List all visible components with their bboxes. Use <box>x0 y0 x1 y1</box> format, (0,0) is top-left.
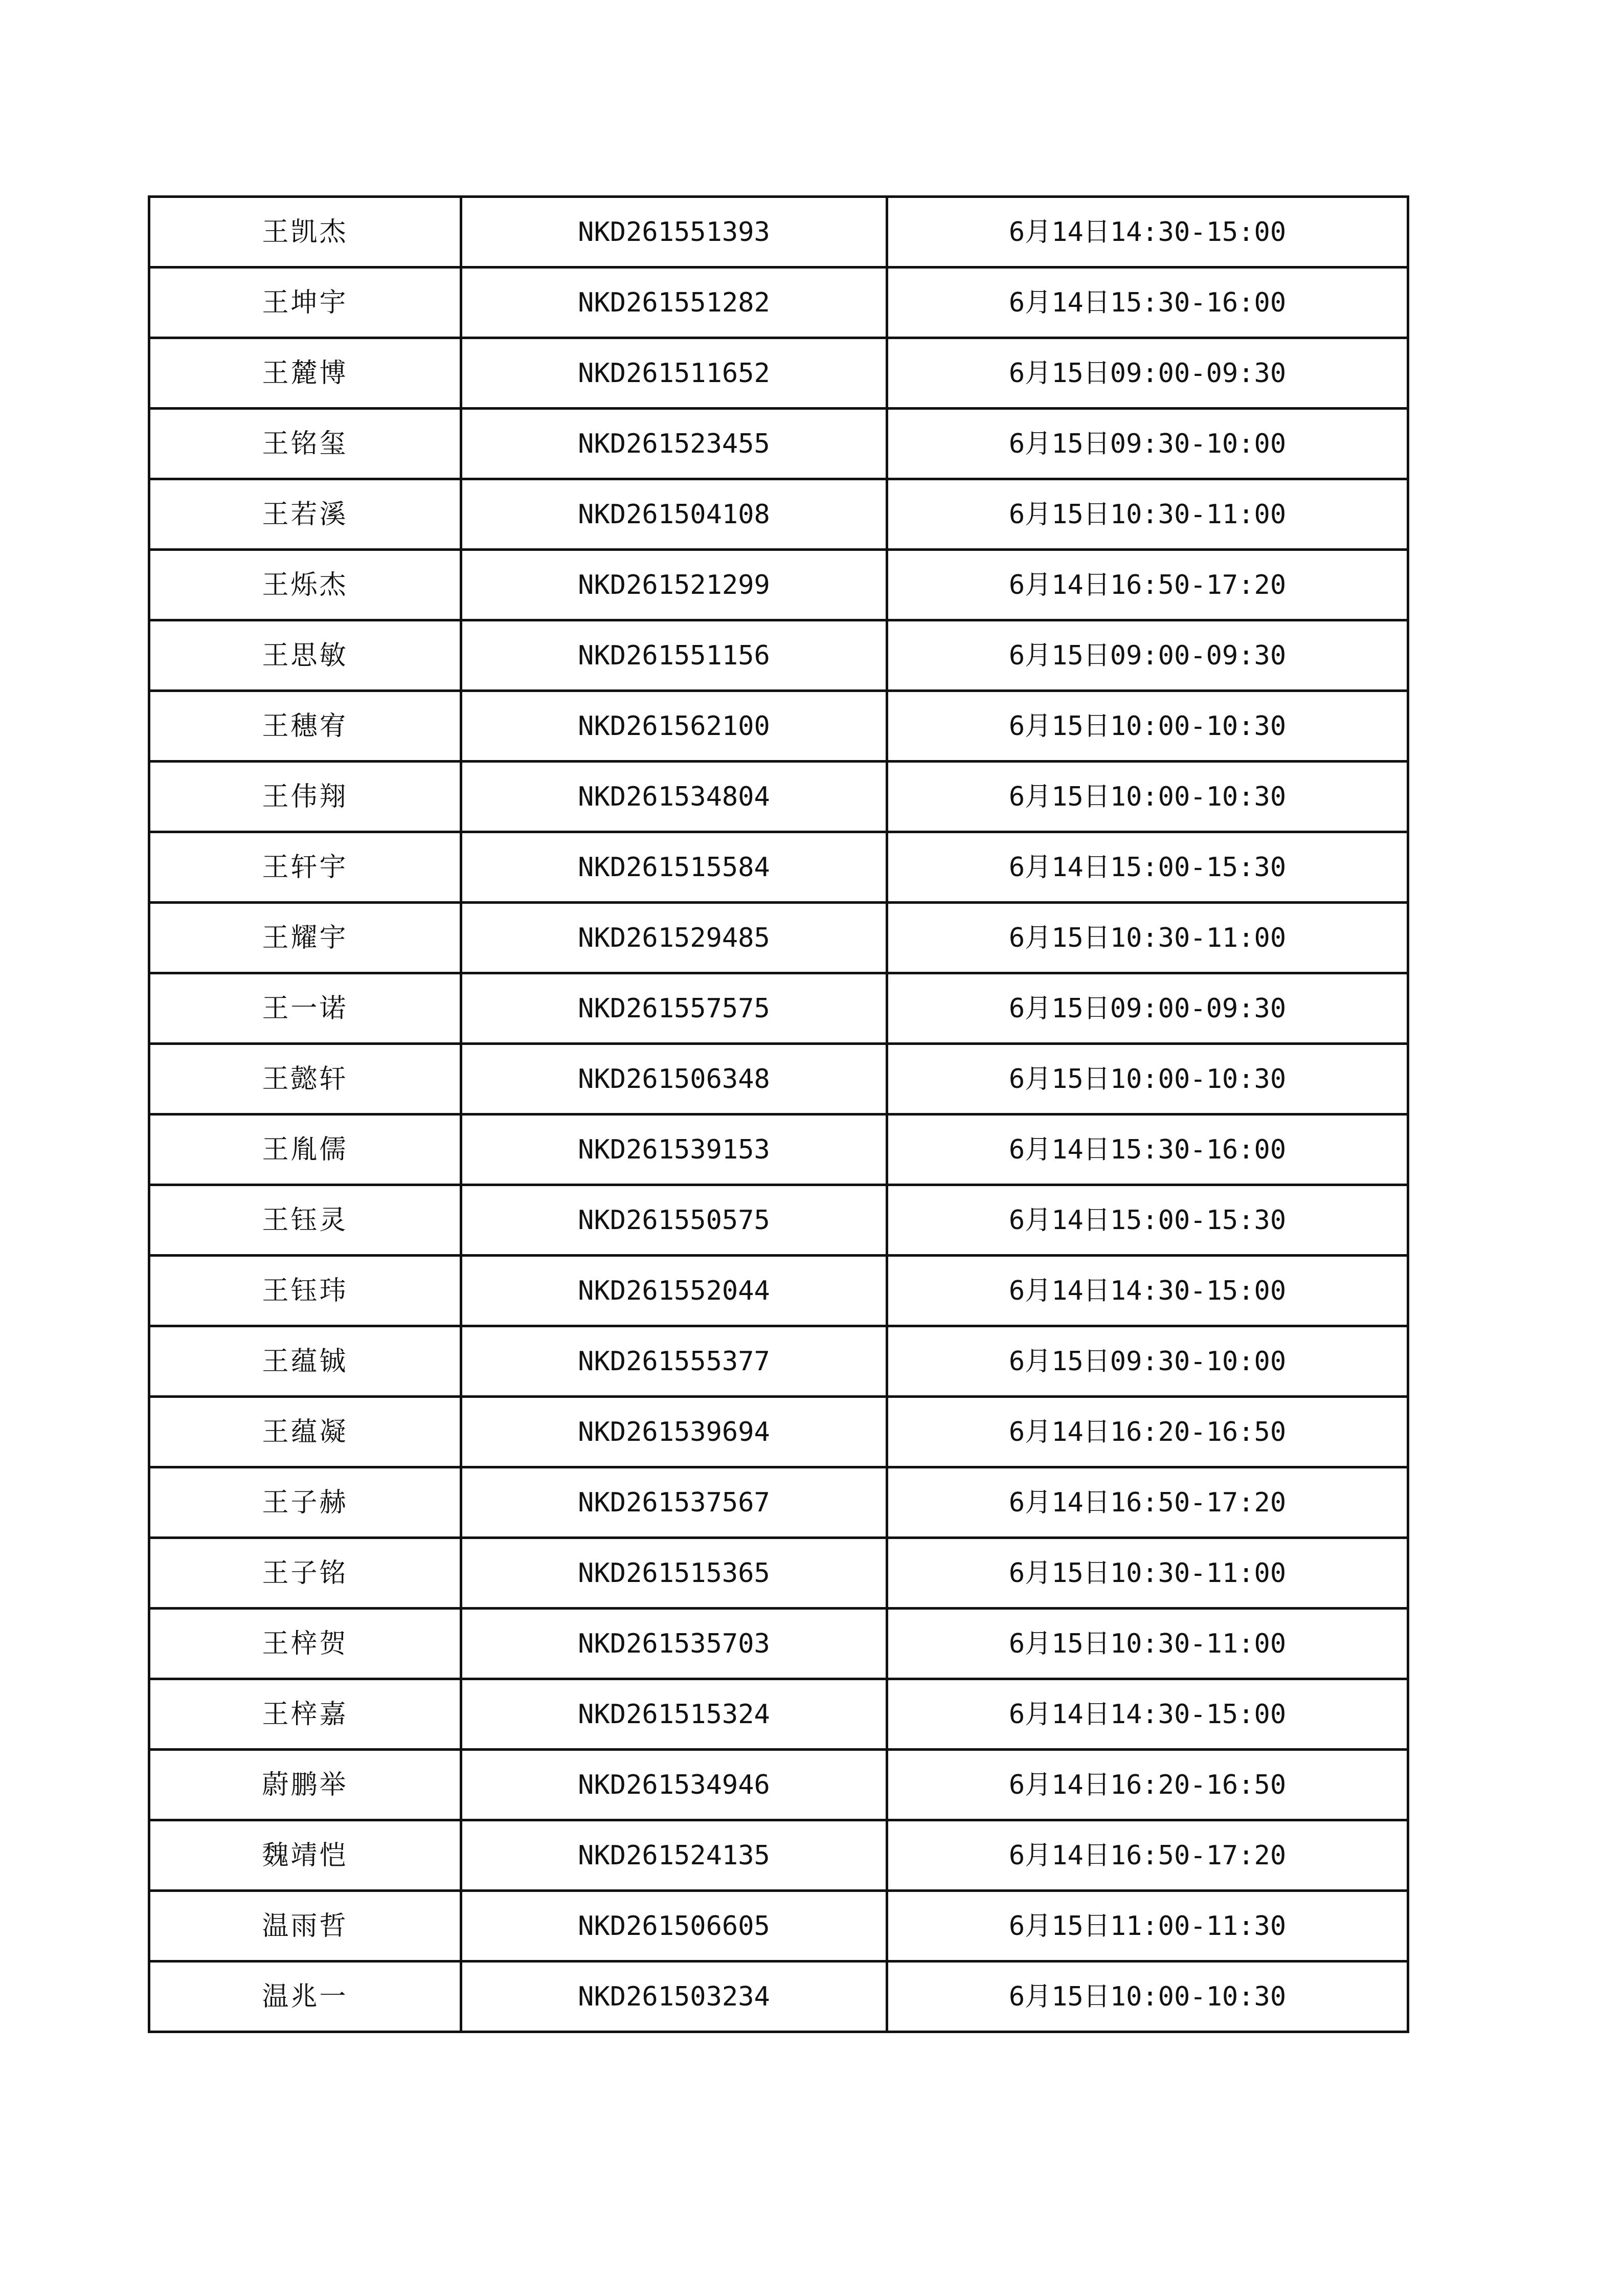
table-row <box>149 1326 1408 1397</box>
registration-id-cell: NKD261551282 <box>461 268 887 338</box>
table-row <box>149 691 1408 762</box>
table-row <box>149 1891 1408 1961</box>
registration-id-cell: NKD261551156 <box>461 620 887 691</box>
registration-id-cell: NKD261550575 <box>461 1185 887 1256</box>
time-slot-cell: 6月14日16:50-17:20 <box>887 550 1408 620</box>
table-row <box>149 903 1408 973</box>
table-row <box>149 620 1408 691</box>
student-name-cell: 王钰灵 <box>149 1185 461 1256</box>
registration-id-cell: NKD261523455 <box>461 409 887 479</box>
student-name-cell: 王梓贺 <box>149 1609 461 1679</box>
table-row <box>149 1679 1408 1750</box>
student-name-cell: 王懿轩 <box>149 1044 461 1114</box>
registration-id-cell: NKD261539153 <box>461 1114 887 1185</box>
registration-id-cell: NKD261515584 <box>461 832 887 903</box>
time-slot-cell: 6月15日09:00-09:30 <box>887 973 1408 1044</box>
student-name-cell: 王钰玮 <box>149 1256 461 1326</box>
student-name-cell: 王胤儒 <box>149 1114 461 1185</box>
time-slot-cell: 6月15日10:30-11:00 <box>887 1609 1408 1679</box>
time-slot-cell: 6月15日10:00-10:30 <box>887 1961 1408 2032</box>
table-row <box>149 1961 1408 2032</box>
student-name-cell: 王子铭 <box>149 1538 461 1609</box>
student-name-cell: 王思敏 <box>149 620 461 691</box>
time-slot-cell: 6月14日16:20-16:50 <box>887 1750 1408 1820</box>
time-slot-cell: 6月15日10:00-10:30 <box>887 691 1408 762</box>
time-slot-cell: 6月14日15:30-16:00 <box>887 1114 1408 1185</box>
time-slot-cell: 6月15日09:30-10:00 <box>887 1326 1408 1397</box>
time-slot-cell: 6月14日14:30-15:00 <box>887 197 1408 268</box>
registration-id-cell: NKD261537567 <box>461 1467 887 1538</box>
table-row <box>149 1538 1408 1609</box>
student-name-cell: 王坤宇 <box>149 268 461 338</box>
registration-id-cell: NKD261555377 <box>461 1326 887 1397</box>
table-row <box>149 197 1408 268</box>
time-slot-cell: 6月15日11:00-11:30 <box>887 1891 1408 1961</box>
registration-id-cell: NKD261503234 <box>461 1961 887 2032</box>
time-slot-cell: 6月15日10:00-10:30 <box>887 762 1408 832</box>
table-row <box>149 1397 1408 1467</box>
registration-id-cell: NKD261557575 <box>461 973 887 1044</box>
table-row <box>149 832 1408 903</box>
student-name-cell: 王子赫 <box>149 1467 461 1538</box>
registration-id-cell: NKD261534946 <box>461 1750 887 1820</box>
student-name-cell: 王耀宇 <box>149 903 461 973</box>
student-name-cell: 王烁杰 <box>149 550 461 620</box>
student-name-cell: 王凯杰 <box>149 197 461 268</box>
registration-id-cell: NKD261521299 <box>461 550 887 620</box>
time-slot-cell: 6月15日10:30-11:00 <box>887 1538 1408 1609</box>
time-slot-cell: 6月14日16:50-17:20 <box>887 1467 1408 1538</box>
student-name-cell: 王一诺 <box>149 973 461 1044</box>
registration-id-cell: NKD261535703 <box>461 1609 887 1679</box>
table-row <box>149 1044 1408 1114</box>
time-slot-cell: 6月14日15:30-16:00 <box>887 268 1408 338</box>
time-slot-cell: 6月14日14:30-15:00 <box>887 1679 1408 1750</box>
student-name-cell: 王蕴铖 <box>149 1326 461 1397</box>
student-name-cell: 王若溪 <box>149 479 461 550</box>
registration-id-cell: NKD261562100 <box>461 691 887 762</box>
time-slot-cell: 6月15日09:00-09:30 <box>887 338 1408 409</box>
table-row <box>149 1114 1408 1185</box>
table-row <box>149 1185 1408 1256</box>
time-slot-cell: 6月15日09:30-10:00 <box>887 409 1408 479</box>
time-slot-cell: 6月14日15:00-15:30 <box>887 832 1408 903</box>
time-slot-cell: 6月14日16:20-16:50 <box>887 1397 1408 1467</box>
table-row <box>149 479 1408 550</box>
time-slot-cell: 6月15日10:30-11:00 <box>887 903 1408 973</box>
student-name-cell: 王穗宥 <box>149 691 461 762</box>
table-row <box>149 1750 1408 1820</box>
registration-id-cell: NKD261515324 <box>461 1679 887 1750</box>
table-row <box>149 1609 1408 1679</box>
student-name-cell: 王麓博 <box>149 338 461 409</box>
student-name-cell: 王轩宇 <box>149 832 461 903</box>
student-name-cell: 温雨哲 <box>149 1891 461 1961</box>
time-slot-cell: 6月15日10:30-11:00 <box>887 479 1408 550</box>
schedule-table <box>148 195 1409 2033</box>
table-row <box>149 409 1408 479</box>
time-slot-cell: 6月15日09:00-09:30 <box>887 620 1408 691</box>
student-name-cell: 王蕴凝 <box>149 1397 461 1467</box>
table-row <box>149 1256 1408 1326</box>
registration-id-cell: NKD261511652 <box>461 338 887 409</box>
table-row <box>149 973 1408 1044</box>
registration-id-cell: NKD261506605 <box>461 1891 887 1961</box>
registration-id-cell: NKD261506348 <box>461 1044 887 1114</box>
table-row <box>149 268 1408 338</box>
schedule-table-body <box>149 197 1408 2032</box>
registration-id-cell: NKD261539694 <box>461 1397 887 1467</box>
registration-id-cell: NKD261534804 <box>461 762 887 832</box>
time-slot-cell: 6月15日10:00-10:30 <box>887 1044 1408 1114</box>
registration-id-cell: NKD261524135 <box>461 1820 887 1891</box>
time-slot-cell: 6月14日15:00-15:30 <box>887 1185 1408 1256</box>
student-name-cell: 王伟翔 <box>149 762 461 832</box>
time-slot-cell: 6月14日14:30-15:00 <box>887 1256 1408 1326</box>
student-name-cell: 蔚鹏举 <box>149 1750 461 1820</box>
student-name-cell: 王梓嘉 <box>149 1679 461 1750</box>
registration-id-cell: NKD261551393 <box>461 197 887 268</box>
student-name-cell: 魏靖恺 <box>149 1820 461 1891</box>
table-row <box>149 550 1408 620</box>
time-slot-cell: 6月14日16:50-17:20 <box>887 1820 1408 1891</box>
table-row <box>149 762 1408 832</box>
student-name-cell: 王铭玺 <box>149 409 461 479</box>
registration-id-cell: NKD261515365 <box>461 1538 887 1609</box>
table-row <box>149 1820 1408 1891</box>
student-name-cell: 温兆一 <box>149 1961 461 2032</box>
table-row <box>149 338 1408 409</box>
registration-id-cell: NKD261529485 <box>461 903 887 973</box>
registration-id-cell: NKD261552044 <box>461 1256 887 1326</box>
table-row <box>149 1467 1408 1538</box>
registration-id-cell: NKD261504108 <box>461 479 887 550</box>
